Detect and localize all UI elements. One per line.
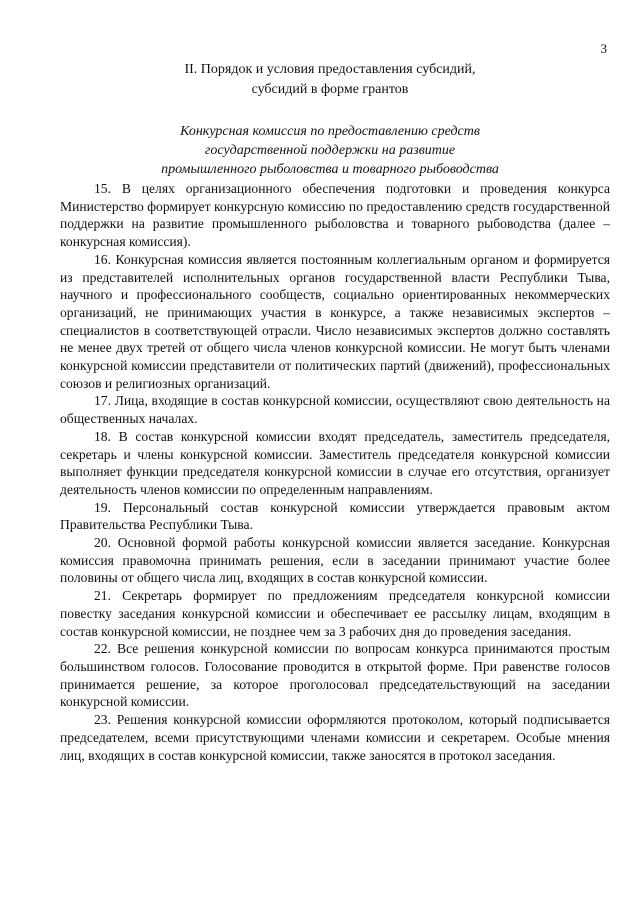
document-body <box>60 180 610 764</box>
paragraph-17: 17. Лица, входящие в состав конкурсной комиссии, осуществляют свою деятельность на общественных началах. <box>60 393 610 427</box>
section-title <box>60 60 600 100</box>
subsection-heading-line: государственной поддержки на развитие <box>204 143 456 158</box>
paragraph-23: 23. Решения конкурсной комиссии оформляются протоколом, который подписывается председателем, всеми присутствующими членами комиссии и секретарем. Особые мнения лиц, входящих в состав конкурсной комиссии, также заносятся в протокол заседания. <box>60 712 610 763</box>
subsection-heading <box>60 122 600 179</box>
subsection-heading-line: Конкурсная комиссия по предоставлению средств <box>180 124 480 139</box>
subsection-heading-line: промышленного рыболовства и товарного рыбоводства <box>161 162 499 177</box>
paragraph-20: 20. Основной формой работы конкурсной комиссии является заседание. Конкурсная комиссия правомочна принимать решения, если в заседании принимают участие более половины от общего числа лиц, входящих в состав конкурсной комиссии. <box>60 535 610 586</box>
section-title-line: II. Порядок и условия предоставления субсидий, <box>184 62 476 77</box>
paragraph-15: 15. В целях организационного обеспечения подготовки и проведения конкурса Министерство формирует конкурсную комиссию по предоставлению средств государственной поддержки на развитие промышленного рыболовства и товарного рыбоводства (далее – конкурсная комиссия). <box>60 181 610 250</box>
paragraph-22: 22. Все решения конкурсной комиссии по вопросам конкурса принимаются простым большинством голосов. Голосование проводится в открытой форме. При равенстве голосов принимается решение, за которое проголосовал председательствующий на заседании конкурсной комиссии. <box>60 641 610 710</box>
paragraph-19: 19. Персональный состав конкурсной комиссии утверждается правовым актом Правительства Республики Тыва. <box>60 499 610 533</box>
paragraph-16: 16. Конкурсная комиссия является постоянным коллегиальным органом и формируется из представителей исполнительных органов государственной власти Республики Тыва, научного и профессионального сообществ, социально ориентированных некоммерческих организаций, не принимающих участия в конкурсе, а также независимых экспертов – специалистов в соответствующей отрасли. Число независимых экспертов должно составлять не менее двух третей от общего числа членов конкурсной комиссии. Не могут быть членами конкурсной комиссии представители от политических партий (движений), профессиональных союзов и религиозных организаций. <box>60 251 610 391</box>
section-title-line: субсидий в форме грантов <box>251 82 409 97</box>
page-number: 3 <box>600 41 607 56</box>
paragraph-21: 21. Секретарь формирует по предложениям председателя конкурсной комиссии повестку заседания конкурсной комиссии и обеспечивает ее рассылку лицам, входящим в состав конкурсной комиссии, не позднее чем за 3 рабочих дня до проведения заседания. <box>60 588 610 639</box>
paragraph-18: 18. В состав конкурсной комиссии входят председатель, заместитель председателя, секретарь и члены конкурсной комиссии. Заместитель председателя конкурсной комиссии выполняет функции председателя конкурсной комиссии в случае его отсутствия, организует деятельность членов комиссии по определенным направлениям. <box>60 428 610 497</box>
